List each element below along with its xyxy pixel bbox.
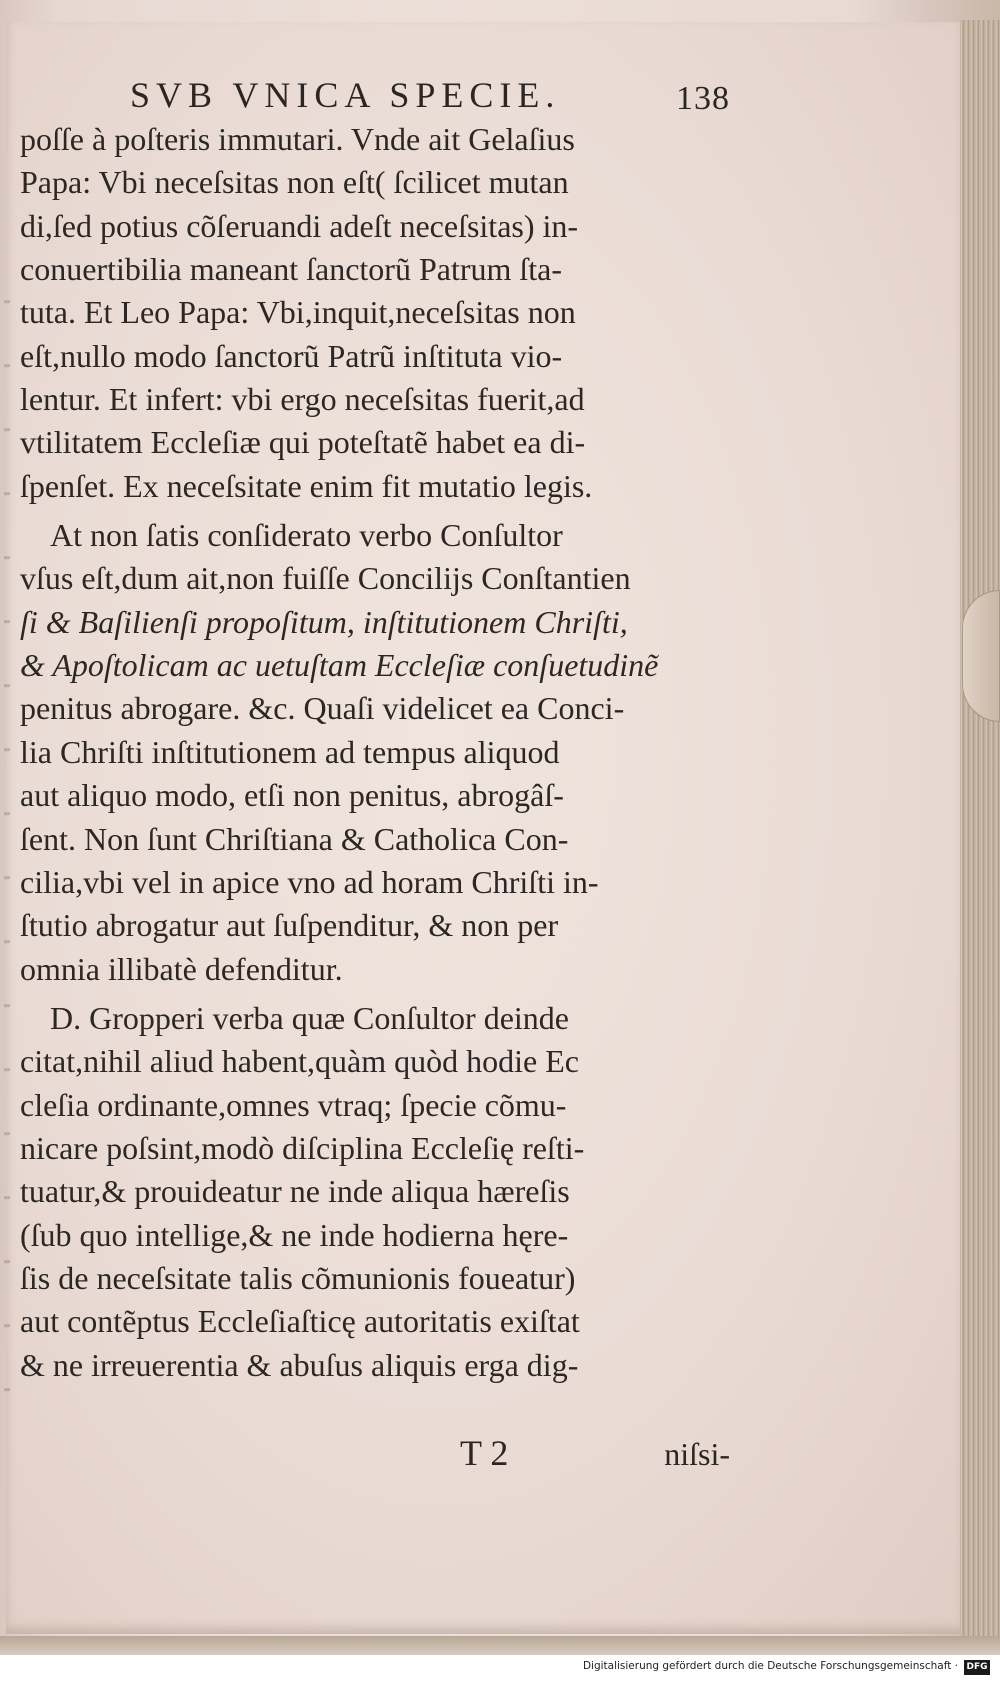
running-head: SVB VNICA SPECIE. [130, 75, 561, 115]
text-line: citat,nihil aliud habent,quàm quòd hodie Ec [20, 1043, 579, 1080]
margin-marks [4, 240, 10, 1440]
text-line: penitus abrogare. &c. Quaſi videlicet ea Conci- [20, 690, 625, 727]
text-line: ſis de neceſsitate talis cõmunionis foueatur) [20, 1259, 576, 1296]
text-line: eſt,nullo modo ſanctorũ Patrũ inſtituta vio- [20, 337, 563, 374]
text-line: ſtutio abrogatur aut ſuſpenditur, & non per [20, 907, 559, 944]
text-line: tuta. Et Leo Papa: Vbi,inquit,neceſsitas non [20, 294, 576, 331]
text-line: vſus eſt,dum ait,non fuiſſe Concilijs Conſtantien [20, 560, 631, 597]
clasp-mark [962, 590, 1000, 722]
credit-text: Digitalisierung gefördert durch die Deutsche Forschungsgemeinschaft · [582, 1660, 958, 1672]
text-line: aut aliquo modo, etſi non penitus, abrogâſ- [20, 777, 564, 814]
text-line: lentur. Et infert: vbi ergo neceſsitas fuerit,ad [20, 381, 585, 418]
text-line: cleſia ordinante,omnes vtraq; ſpecie cõmu- [20, 1086, 567, 1123]
text-line: omnia illibatè defenditur. [20, 950, 343, 987]
page-header [130, 74, 730, 124]
text-line: tuatur,& prouideatur ne inde aliqua hæreſis [20, 1173, 570, 1210]
text-line: nicare poſsint,modò diſciplina Eccleſię reſti- [20, 1129, 585, 1166]
text-line: di,ſed potius cõſeruandi adeſt neceſsitas) in- [20, 207, 579, 244]
text-line: Papa: Vbi neceſsitas non eſt( ſcilicet mutan [20, 164, 569, 201]
text-line: poſſe à poſteris immutari. Vnde ait Gelaſius [20, 121, 575, 157]
body-text [20, 118, 730, 1387]
catchword: niſsi- [664, 1436, 730, 1472]
page-footer [20, 1432, 730, 1482]
page-edges [960, 20, 1000, 1645]
book-bottom-edge [0, 1636, 1000, 1655]
text-line: & ne irreuerentia & abuſus aliquis erga dig- [20, 1346, 579, 1383]
text-line-italic: ſi & Baſilienſi propoſitum, inſtitutionem Chriſti, [20, 603, 628, 640]
text-line: ſpenſet. Ex neceſsitate enim fit mutatio legis. [20, 467, 593, 504]
page-number: 138 [676, 80, 730, 117]
text-line: lia Chriſti inſtitutionem ad tempus aliquod [20, 733, 560, 770]
text-line: ſent. Non ſunt Chriſtiana & Catholica Con- [20, 820, 569, 857]
text-line: D. Gropperi verba quæ Conſultor deinde [50, 999, 569, 1036]
signature-mark: T 2 [460, 1433, 509, 1473]
text-line: aut contẽptus Eccleſiaſticę autoritatis exiſtat [20, 1303, 580, 1340]
text-line: conuertibilia maneant ſanctorũ Patrum ſta- [20, 251, 563, 288]
text-line: vtilitatem Eccleſiæ qui poteſtatẽ habet ea di- [20, 424, 586, 461]
dfg-logo-icon: DFG [964, 1660, 990, 1675]
text-line: At non ſatis conſiderato verbo Conſultor [50, 517, 563, 554]
credit-strip [0, 1655, 1000, 1681]
text-line: cilia,vbi vel in apice vno ad horam Chriſti in- [20, 863, 599, 900]
text-line: (ſub quo intellige,& ne inde hodierna hęre- [20, 1216, 569, 1253]
text-line-italic: & Apoſtolicam ac uetuſtam Eccleſiæ conſuetudinẽ [20, 647, 659, 684]
